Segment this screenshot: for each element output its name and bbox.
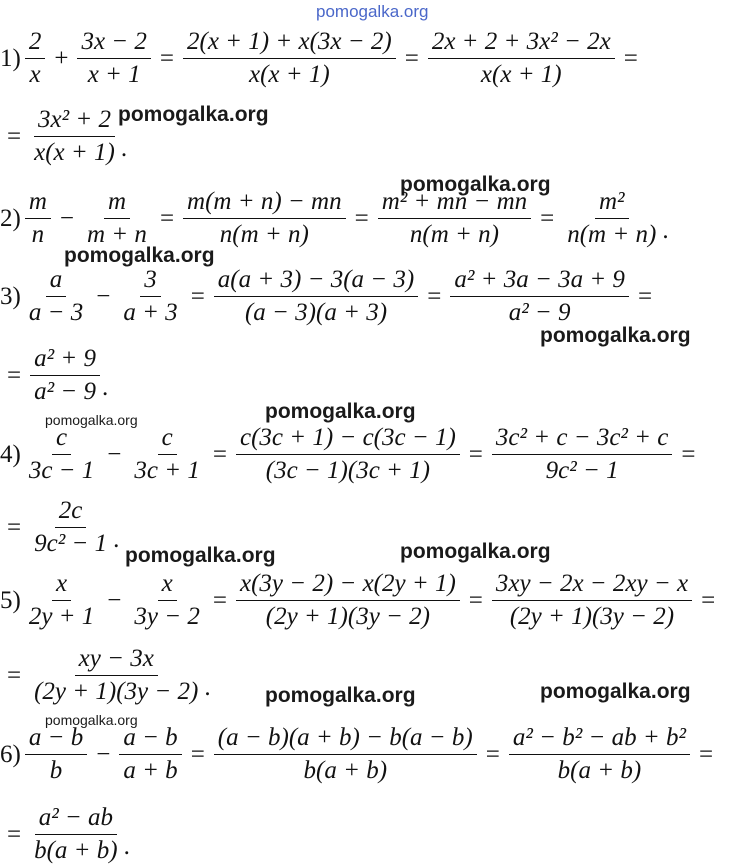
- period: .: [113, 526, 120, 553]
- fraction: [119, 266, 181, 327]
- denominator: n: [31, 221, 45, 248]
- numerator: a(a + 3) − 3(a − 3): [214, 266, 418, 297]
- numerator: a² + 3a − 3a + 9: [450, 266, 629, 297]
- denominator: a² − 9: [508, 299, 571, 326]
- operator: =: [159, 204, 175, 232]
- denominator: b: [49, 757, 63, 784]
- operator: =: [468, 440, 483, 468]
- denominator: x(x + 1): [480, 61, 562, 88]
- numerator: 2x + 2 + 3x² − 2x: [428, 28, 615, 59]
- denominator: 3c − 1: [28, 457, 95, 484]
- denominator: b(a + b): [303, 757, 388, 784]
- numerator: a² − b² − ab + b²: [509, 724, 690, 755]
- fraction: [25, 266, 87, 327]
- numerator: x: [158, 570, 177, 601]
- operator: =: [427, 282, 442, 310]
- denominator: b(a + b): [557, 757, 642, 784]
- operator: =: [7, 122, 22, 150]
- numerator: 3x² + 2: [34, 106, 115, 137]
- numerator: 3: [140, 266, 161, 297]
- problem-1-line-2: [0, 106, 127, 167]
- operator: −: [96, 282, 111, 310]
- operator: =: [701, 586, 716, 614]
- numerator: x(3y − 2) − x(2y + 1): [236, 570, 460, 601]
- watermark: pomogalka.org: [45, 412, 138, 428]
- denominator: (3c − 1)(3c + 1): [265, 457, 430, 484]
- numerator: a² − ab: [35, 804, 117, 835]
- watermark: pomogalka.org: [265, 684, 416, 707]
- denominator: 3c + 1: [134, 457, 200, 484]
- watermark: pomogalka.org: [125, 544, 276, 567]
- operator: =: [623, 44, 638, 72]
- numerator: c: [158, 424, 177, 455]
- denominator: n(m + n): [219, 221, 309, 248]
- numerator: (a − b)(a + b) − b(a − b): [214, 724, 477, 755]
- fraction: [378, 188, 531, 249]
- denominator: a − 3: [28, 299, 84, 326]
- problem-4-line-2: [0, 497, 119, 558]
- watermark: pomogalka.org: [540, 680, 691, 703]
- denominator: a² − 9: [34, 378, 96, 405]
- operator: −: [96, 740, 111, 768]
- problem-6-line-2: [0, 804, 130, 865]
- fraction: [509, 724, 690, 785]
- fraction: [428, 28, 615, 89]
- operator: =: [190, 282, 205, 310]
- fraction: [30, 345, 100, 406]
- denominator: (2y + 1)(3y − 2): [34, 678, 199, 705]
- operator: =: [404, 44, 419, 72]
- operator: +: [54, 44, 69, 72]
- operator: −: [107, 440, 122, 468]
- operator: =: [354, 204, 369, 232]
- operator: −: [107, 586, 122, 614]
- denominator: 9c² − 1: [34, 530, 108, 557]
- operator: =: [681, 440, 696, 468]
- watermark: pomogalka.org: [118, 103, 269, 126]
- operator: =: [7, 820, 22, 848]
- fraction: [77, 28, 150, 89]
- period: .: [120, 135, 128, 162]
- denominator: x + 1: [87, 61, 141, 88]
- fraction: [183, 188, 346, 249]
- denominator: (2y + 1)(3y − 2): [509, 603, 675, 630]
- operator: =: [485, 740, 500, 768]
- numerator: a − b: [25, 724, 87, 755]
- denominator: (a − 3)(a + 3): [244, 299, 388, 326]
- denominator: 3y − 2: [134, 603, 200, 630]
- problem-6-line-1: [0, 724, 720, 785]
- problem-3-line-1: [0, 266, 659, 327]
- denominator: a + b: [123, 757, 178, 784]
- watermark-top: pomogalka.org: [316, 2, 429, 21]
- fraction: [183, 28, 396, 89]
- fraction: [236, 424, 460, 485]
- operator: =: [159, 44, 175, 72]
- fraction: [130, 570, 203, 631]
- numerator: 2(x + 1) + x(3x − 2): [183, 28, 396, 59]
- denominator: a + 3: [123, 299, 178, 326]
- problem-1-line-1: [0, 28, 645, 89]
- problem-label: 2): [0, 204, 21, 232]
- operator: =: [468, 586, 483, 614]
- problem-4-line-1: [0, 424, 703, 485]
- watermark: pomogalka.org: [400, 173, 551, 196]
- numerator: x: [52, 570, 71, 601]
- numerator: 2: [25, 28, 46, 59]
- numerator: m: [25, 188, 51, 219]
- period: .: [101, 374, 109, 401]
- numerator: 3xy − 2x − 2xy − x: [492, 570, 692, 601]
- denominator: (2y + 1)(3y − 2): [265, 603, 430, 630]
- fraction: [25, 28, 46, 89]
- fraction: [30, 106, 119, 167]
- fraction: [214, 266, 418, 327]
- denominator: x(x + 1): [34, 139, 115, 166]
- operator: =: [7, 513, 22, 541]
- fraction: [130, 424, 203, 485]
- numerator: c: [52, 424, 71, 455]
- watermark: pomogalka.org: [45, 712, 138, 728]
- fraction: [30, 497, 111, 558]
- fraction: [236, 570, 460, 631]
- denominator: x: [29, 61, 41, 88]
- operator: =: [637, 282, 653, 310]
- fraction: [492, 424, 673, 485]
- numerator: a: [46, 266, 67, 297]
- operator: =: [212, 440, 227, 468]
- problem-5-line-1: [0, 570, 722, 631]
- watermark: pomogalka.org: [540, 324, 691, 347]
- operator: =: [212, 586, 227, 614]
- numerator: m²: [595, 188, 629, 219]
- numerator: 3x − 2: [77, 28, 150, 59]
- operator: =: [7, 661, 22, 689]
- operator: =: [540, 204, 555, 232]
- period: .: [204, 674, 211, 701]
- problem-label: 5): [0, 586, 21, 614]
- operator: =: [698, 740, 714, 768]
- operator: −: [59, 204, 74, 232]
- problem-3-line-2: [0, 345, 108, 406]
- fraction: [214, 724, 477, 785]
- problem-label: 1): [0, 44, 21, 72]
- numerator: 3c² + c − 3c² + c: [492, 424, 673, 455]
- numerator: a − b: [119, 724, 181, 755]
- problem-5-line-2: [0, 645, 211, 706]
- denominator: 9c² − 1: [545, 457, 619, 484]
- problem-label: 3): [0, 282, 21, 310]
- fraction: [25, 424, 98, 485]
- fraction: [119, 724, 181, 785]
- fraction: [30, 804, 122, 865]
- numerator: c(3c + 1) − c(3c − 1): [236, 424, 460, 455]
- numerator: m(m + n) − mn: [183, 188, 346, 219]
- numerator: a² + 9: [30, 345, 100, 376]
- period: .: [662, 217, 669, 244]
- numerator: m² + mn − mn: [378, 188, 531, 219]
- numerator: 2c: [55, 497, 87, 528]
- problem-label: 6): [0, 740, 21, 768]
- problem-2-line-1: [0, 188, 669, 249]
- denominator: b(a + b): [34, 837, 118, 864]
- numerator: m: [104, 188, 130, 219]
- numerator: xy − 3x: [75, 645, 158, 676]
- fraction: [450, 266, 629, 327]
- operator: =: [190, 740, 205, 768]
- fraction: [30, 645, 202, 706]
- operator: =: [7, 361, 22, 389]
- fraction: [83, 188, 151, 249]
- watermark: pomogalka.org: [64, 244, 215, 267]
- denominator: x(x + 1): [249, 61, 330, 88]
- fraction: [563, 188, 660, 249]
- denominator: n(m + n): [567, 221, 657, 248]
- watermark: pomogalka.org: [400, 540, 551, 563]
- fraction: [25, 570, 98, 631]
- fraction: [492, 570, 692, 631]
- period: .: [123, 833, 130, 860]
- denominator: n(m + n): [409, 221, 499, 248]
- fraction: [25, 724, 87, 785]
- denominator: m + n: [87, 221, 147, 248]
- fraction: [25, 188, 51, 249]
- denominator: 2y + 1: [28, 603, 95, 630]
- problem-label: 4): [0, 440, 21, 468]
- watermark: pomogalka.org: [265, 400, 416, 423]
